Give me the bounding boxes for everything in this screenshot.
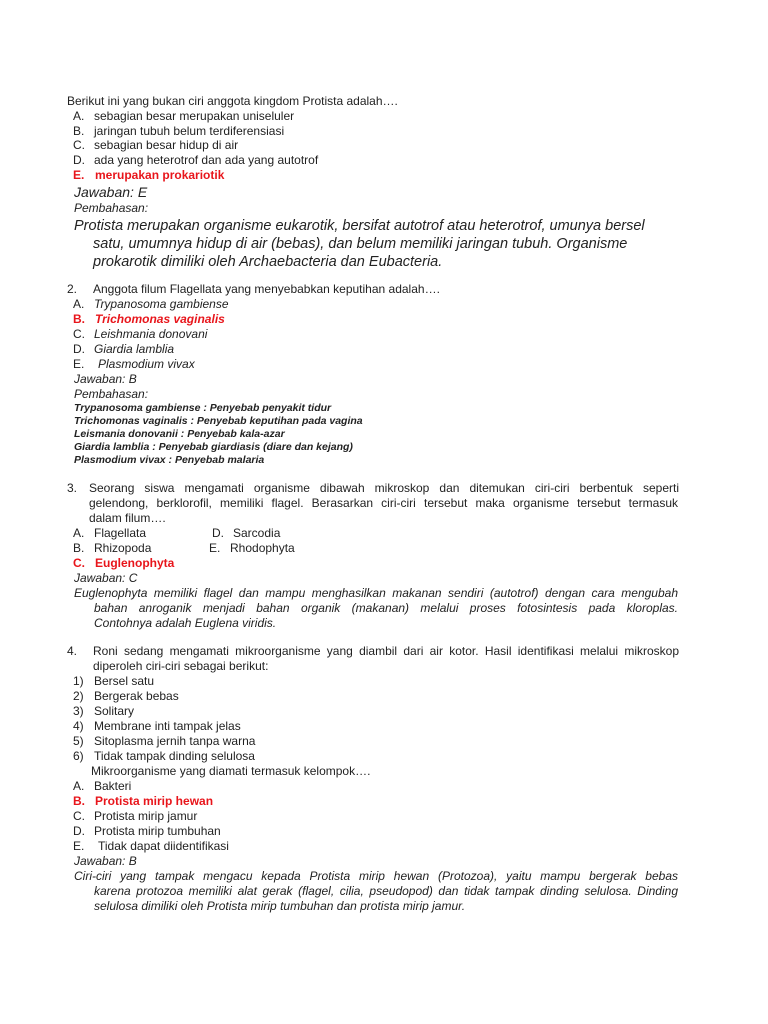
q3-answer: Jawaban: C	[74, 571, 138, 585]
q4-option-c	[73, 809, 197, 824]
q1-explanation-line-2: satu, umumnya hidup di air (bebas), dan belum memiliki jaringan tubuh. Organisme	[93, 236, 628, 252]
option-text: Trichomonas vaginalis	[95, 312, 225, 326]
q1-answer: Jawaban: E	[74, 184, 148, 200]
q3-option-a	[73, 526, 146, 541]
option-label: E.	[209, 541, 221, 555]
q2-answer: Jawaban: B	[74, 372, 137, 386]
q2-question	[67, 282, 440, 297]
option-label: C.	[73, 809, 85, 823]
option-text: Rhodophyta	[230, 541, 295, 555]
q4-option-d	[73, 824, 221, 839]
q1-question: Berikut ini yang bukan ciri anggota kingdom Protista adalah….	[67, 94, 398, 108]
option-text: jaringan tubuh belum terdiferensiasi	[94, 124, 285, 138]
option-label: B.	[73, 541, 85, 555]
q2-explanation-line-2: Trichomonas vaginalis : Penyebab keputihan pada vagina	[74, 415, 363, 427]
q4-trait-2	[73, 689, 179, 704]
q3-option-c-correct	[73, 556, 174, 571]
option-label: A.	[73, 526, 85, 540]
q3-explanation-line-2: bahan anroganik menjadi bahan organik (makanan) melalui proses fotosintesis pada kloroplas.	[94, 601, 678, 615]
option-text: Protista mirip tumbuhan	[94, 824, 221, 838]
q3-question-line-2: gelendong, berklorofil, memiliki flagel. Berasarkan ciri-ciri tersebut maka organisme tersebut termasuk	[89, 496, 678, 510]
question-number: 2.	[67, 282, 78, 296]
option-label: A.	[73, 297, 85, 311]
q1-explanation-line-1: Protista merupakan organisme eukarotik, bersifat autotrof atau heterotrof, umunya bersel	[74, 218, 645, 234]
q2-explanation-line-4: Giardia lamblia : Penyebab giardiasis (diare dan kejang)	[74, 441, 353, 453]
option-text: Euglenophyta	[95, 556, 175, 570]
option-text: Tidak dapat diidentifikasi	[98, 839, 229, 853]
trait-text: Bersel satu	[94, 674, 155, 688]
trait-label: 3)	[73, 704, 84, 718]
q3-explanation-line-3: Contohnya adalah Euglena viridis.	[94, 616, 277, 630]
q4-trait-4	[73, 719, 241, 734]
q2-option-c	[73, 327, 207, 342]
question-number: 4.	[67, 644, 78, 658]
q4-question-line-1	[67, 644, 679, 659]
trait-text: Sitoplasma jernih tanpa warna	[94, 734, 256, 748]
q4-explanation-line-3: selulosa dimiliki oleh Protista mirip tumbuhan dan protista mirip jamur.	[94, 899, 466, 913]
trait-label: 5)	[73, 734, 84, 748]
q4-option-a	[73, 779, 131, 794]
q3-question-line-3: dalam filum….	[89, 511, 166, 525]
trait-text: Membrane inti tampak jelas	[94, 719, 241, 733]
q1-option-e-correct	[73, 168, 224, 183]
option-text: merupakan prokariotik	[95, 168, 225, 182]
q2-explanation-title: Pembahasan:	[74, 387, 149, 401]
option-label: B.	[73, 312, 85, 326]
option-label: D.	[73, 824, 85, 838]
option-text: Trypanosoma gambiense	[94, 297, 229, 311]
question-text: Roni sedang mengamati mikroorganisme yang diambil dari air kotor. Hasil identifikasi melalui mikroskop	[93, 644, 679, 658]
option-text: ada yang heterotrof dan ada yang autotrof	[94, 153, 319, 167]
option-label: A.	[73, 779, 85, 793]
trait-text: Bergerak bebas	[94, 689, 179, 703]
q2-option-e	[73, 357, 195, 372]
q2-explanation-line-1: Trypanosoma gambiense : Penyebab penyakit tidur	[74, 402, 332, 414]
q3-question-line-1	[67, 481, 679, 496]
option-label: D.	[73, 342, 85, 356]
q1-explanation-line-3: prokarotik dimiliki oleh Archaebacteria dan Eubacteria.	[93, 254, 443, 270]
q1-option-b	[73, 124, 284, 139]
option-label: C.	[73, 138, 85, 152]
q3-option-e	[209, 541, 295, 556]
q3-explanation-line-1: Euglenophyta memiliki flagel dan mampu menghasilkan makanan sendiri (autotrof) dengan cara mengubah	[74, 586, 678, 600]
option-text: Leishmania donovani	[94, 327, 208, 341]
q1-option-d	[73, 153, 318, 168]
option-text: Sarcodia	[233, 526, 281, 540]
option-label: E.	[73, 168, 85, 182]
option-label: A.	[73, 109, 85, 123]
q4-answer: Jawaban: B	[74, 854, 137, 868]
q4-trait-5	[73, 734, 255, 749]
trait-text: Solitary	[94, 704, 135, 718]
trait-label: 1)	[73, 674, 84, 688]
option-text: Bakteri	[94, 779, 132, 793]
option-text: Protista mirip jamur	[94, 809, 198, 823]
option-label: D.	[212, 526, 224, 540]
q3-option-d	[212, 526, 280, 541]
option-text: sebagian besar hidup di air	[94, 138, 239, 152]
q2-explanation-line-3: Leismania donovanii : Penyebab kala-azar	[74, 428, 285, 440]
q4-question-line-2: diperoleh ciri-ciri sebagai berikut:	[93, 659, 269, 673]
q2-option-a	[73, 297, 229, 312]
trait-text: Tidak tampak dinding selulosa	[94, 749, 255, 763]
option-text: Flagellata	[94, 526, 147, 540]
q1-option-a	[73, 109, 294, 124]
q4-explanation-line-2: karena protozoa memiliki alat gerak (flagel, cilia, pseudopod) dan tidak tampak dinding selulosa. Dinding	[94, 884, 678, 898]
q2-option-b-correct	[73, 312, 225, 327]
q4-trait-6	[73, 749, 255, 764]
q1-option-c	[73, 138, 238, 153]
q4-trait-1	[73, 674, 154, 689]
option-text: Protista mirip hewan	[95, 794, 214, 808]
option-label: C.	[73, 327, 85, 341]
option-text: Plasmodium vivax	[98, 357, 195, 371]
option-label: C.	[73, 556, 85, 570]
option-label: B.	[73, 124, 85, 138]
option-label: E.	[73, 839, 85, 853]
q3-option-b	[73, 541, 151, 556]
q2-option-d	[73, 342, 174, 357]
option-text: Giardia lamblia	[94, 342, 175, 356]
option-label: B.	[73, 794, 85, 808]
q4-option-b-correct	[73, 794, 213, 809]
trait-label: 2)	[73, 689, 84, 703]
q4-trait-3	[73, 704, 134, 719]
q1-explanation-title: Pembahasan:	[74, 201, 149, 215]
q4-prompt: Mikroorganisme yang diamati termasuk kelompok….	[91, 764, 371, 778]
question-number: 3.	[67, 481, 78, 495]
option-text: sebagian besar merupakan uniseluler	[94, 109, 295, 123]
q4-option-e	[73, 839, 229, 854]
trait-label: 4)	[73, 719, 84, 733]
q2-explanation-line-5: Plasmodium vivax : Penyebab malaria	[74, 454, 265, 466]
trait-label: 6)	[73, 749, 84, 763]
option-label: E.	[73, 357, 85, 371]
question-text: Anggota filum Flagellata yang menyebabkan keputihan adalah….	[93, 282, 440, 296]
option-label: D.	[73, 153, 85, 167]
option-text: Rhizopoda	[94, 541, 152, 555]
question-text: Seorang siswa mengamati organisme dibawah mikroskop dan ditemukan ciri-ciri berbentuk seperti	[89, 481, 679, 495]
q4-explanation-line-1: Ciri-ciri yang tampak mengacu kepada Protista mirip hewan (Protozoa), yaitu mampu bergerak bebas	[74, 869, 678, 883]
